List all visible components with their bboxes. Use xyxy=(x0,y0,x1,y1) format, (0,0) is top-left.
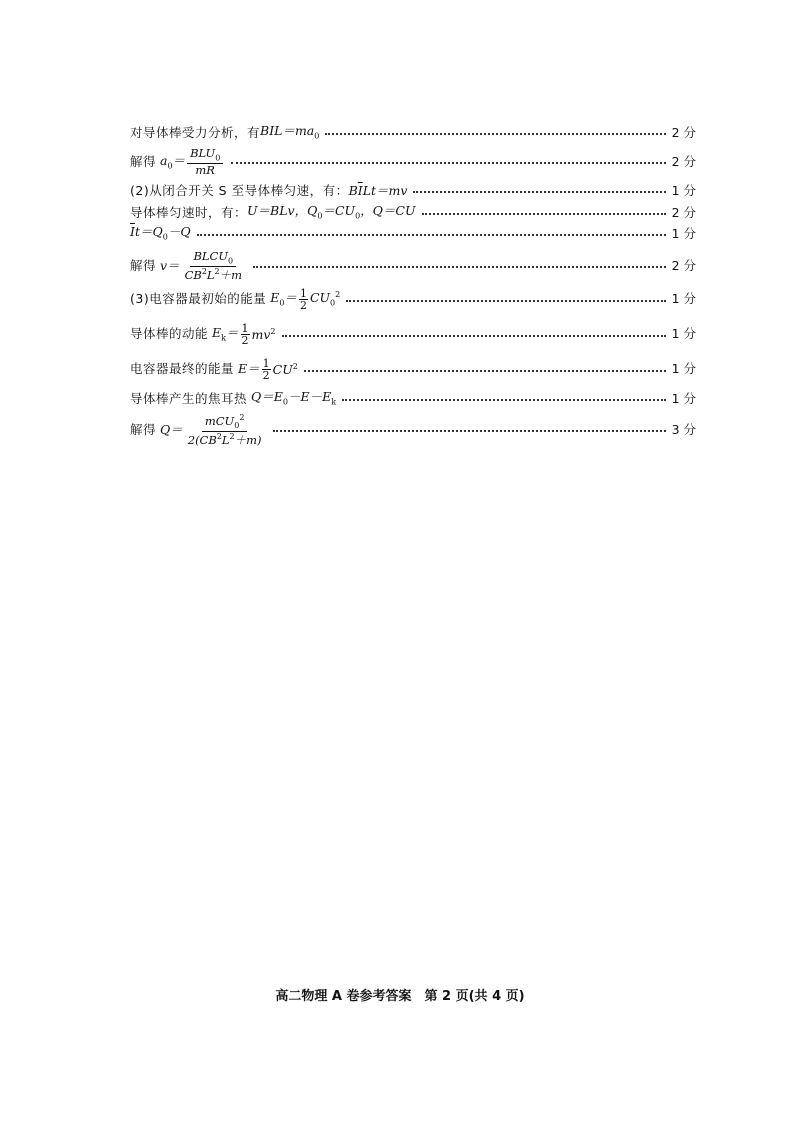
fraction-numerator: $BLU_0$ xyxy=(187,148,223,164)
score-label: 2 分 xyxy=(671,258,696,274)
equation-lhs: v＝ xyxy=(156,258,180,274)
equation: $BIL=ma_0$ xyxy=(260,123,320,141)
fraction-denominator: mR xyxy=(195,163,215,178)
dot-leader xyxy=(253,266,666,268)
score-label: 1 分 xyxy=(671,361,696,377)
answer-line-uniform-speed xyxy=(130,205,696,221)
line-label: 导体棒产生的焦耳热 xyxy=(130,390,248,406)
score-label: 2 分 xyxy=(671,154,696,170)
answer-line-force-analysis xyxy=(130,125,696,141)
fraction-one-half: $\frac{1}{2}$ xyxy=(299,287,307,312)
fraction-one-half: $\frac{1}{2}$ xyxy=(241,322,249,347)
score-label: 1 分 xyxy=(671,390,696,406)
answer-line-solve-velocity xyxy=(130,251,696,282)
dot-leader xyxy=(304,370,666,372)
fraction-denominator: $2(CB^2L^2+m)$ xyxy=(187,432,262,447)
equation: $Q=E_0-E-E_k$ xyxy=(247,389,337,407)
line-label: 导体棒匀速时，有： xyxy=(130,204,248,220)
score-label: 1 分 xyxy=(671,326,696,342)
equation: $B\overline{I}Lt=mv$ xyxy=(348,183,408,198)
equation-rhs: $mv^2$ xyxy=(251,326,276,342)
dot-leader xyxy=(273,430,666,432)
line-label: 解得 xyxy=(130,154,157,170)
equation-lhs: Q＝ xyxy=(156,421,183,437)
dot-leader xyxy=(282,335,666,337)
dot-leader xyxy=(413,191,665,193)
line-label: 解得 xyxy=(130,258,157,274)
dot-leader xyxy=(422,213,666,215)
answer-line-momentum xyxy=(130,185,696,198)
score-label: 2 分 xyxy=(671,124,696,140)
page-footer: 高二物理 A 卷参考答案 第 2 页(共 4 页) xyxy=(275,989,525,1004)
fraction-one-half: $\frac{1}{2}$ xyxy=(262,357,270,382)
answer-line-final-energy xyxy=(130,358,696,381)
answer-line-solve-heat xyxy=(130,414,696,446)
equation-rhs: $CU_0^2$ xyxy=(309,290,341,308)
equation-rhs: $CU^2$ xyxy=(272,361,298,377)
fraction xyxy=(187,148,223,177)
line-label: 解得 xyxy=(130,421,157,437)
score-label: 2 分 xyxy=(671,204,696,220)
equation-lhs: $E_k=$ xyxy=(208,324,239,343)
equation-lhs: $a_0=$ xyxy=(156,152,186,171)
line-label: (3)电容器最初始的能量 xyxy=(130,291,267,307)
equation: U＝BLv，$Q_0=CU_0$，Q＝CU xyxy=(247,203,416,221)
line-label: 导体棒的动能 xyxy=(130,326,209,342)
equation: $\overline{I}t=Q_0-Q$ xyxy=(130,224,191,242)
equation-lhs: $E_0=$ xyxy=(266,289,297,308)
score-label: 1 分 xyxy=(671,225,696,241)
answer-line-charge xyxy=(130,226,696,242)
answer-line-initial-energy xyxy=(130,288,696,311)
fraction-numerator: $BLCU_0$ xyxy=(190,251,236,267)
answer-line-solve-acceleration xyxy=(130,148,696,177)
line-label: 对导体棒受力分析，有 xyxy=(130,124,261,140)
dot-leader xyxy=(346,300,665,302)
answer-line-kinetic-energy xyxy=(130,323,696,346)
answer-line-joule-heat xyxy=(130,391,696,407)
dot-leader xyxy=(197,234,666,236)
score-label: 1 分 xyxy=(671,183,696,198)
dot-leader xyxy=(325,133,665,135)
dot-leader xyxy=(342,399,665,401)
fraction xyxy=(182,251,245,282)
equation-lhs: E＝ xyxy=(234,361,260,377)
score-label: 1 分 xyxy=(671,291,696,307)
dot-leader xyxy=(231,162,665,164)
fraction-numerator: mCU$_0^2$ xyxy=(202,414,248,432)
line-label: 电容器最终的能量 xyxy=(130,361,235,377)
fraction xyxy=(185,414,265,446)
score-label: 3 分 xyxy=(671,421,696,437)
line-label: (2)从闭合开关 S 至导体棒匀速，有： xyxy=(130,183,349,198)
fraction-denominator: $CB^2L^2+m$ xyxy=(184,267,243,283)
